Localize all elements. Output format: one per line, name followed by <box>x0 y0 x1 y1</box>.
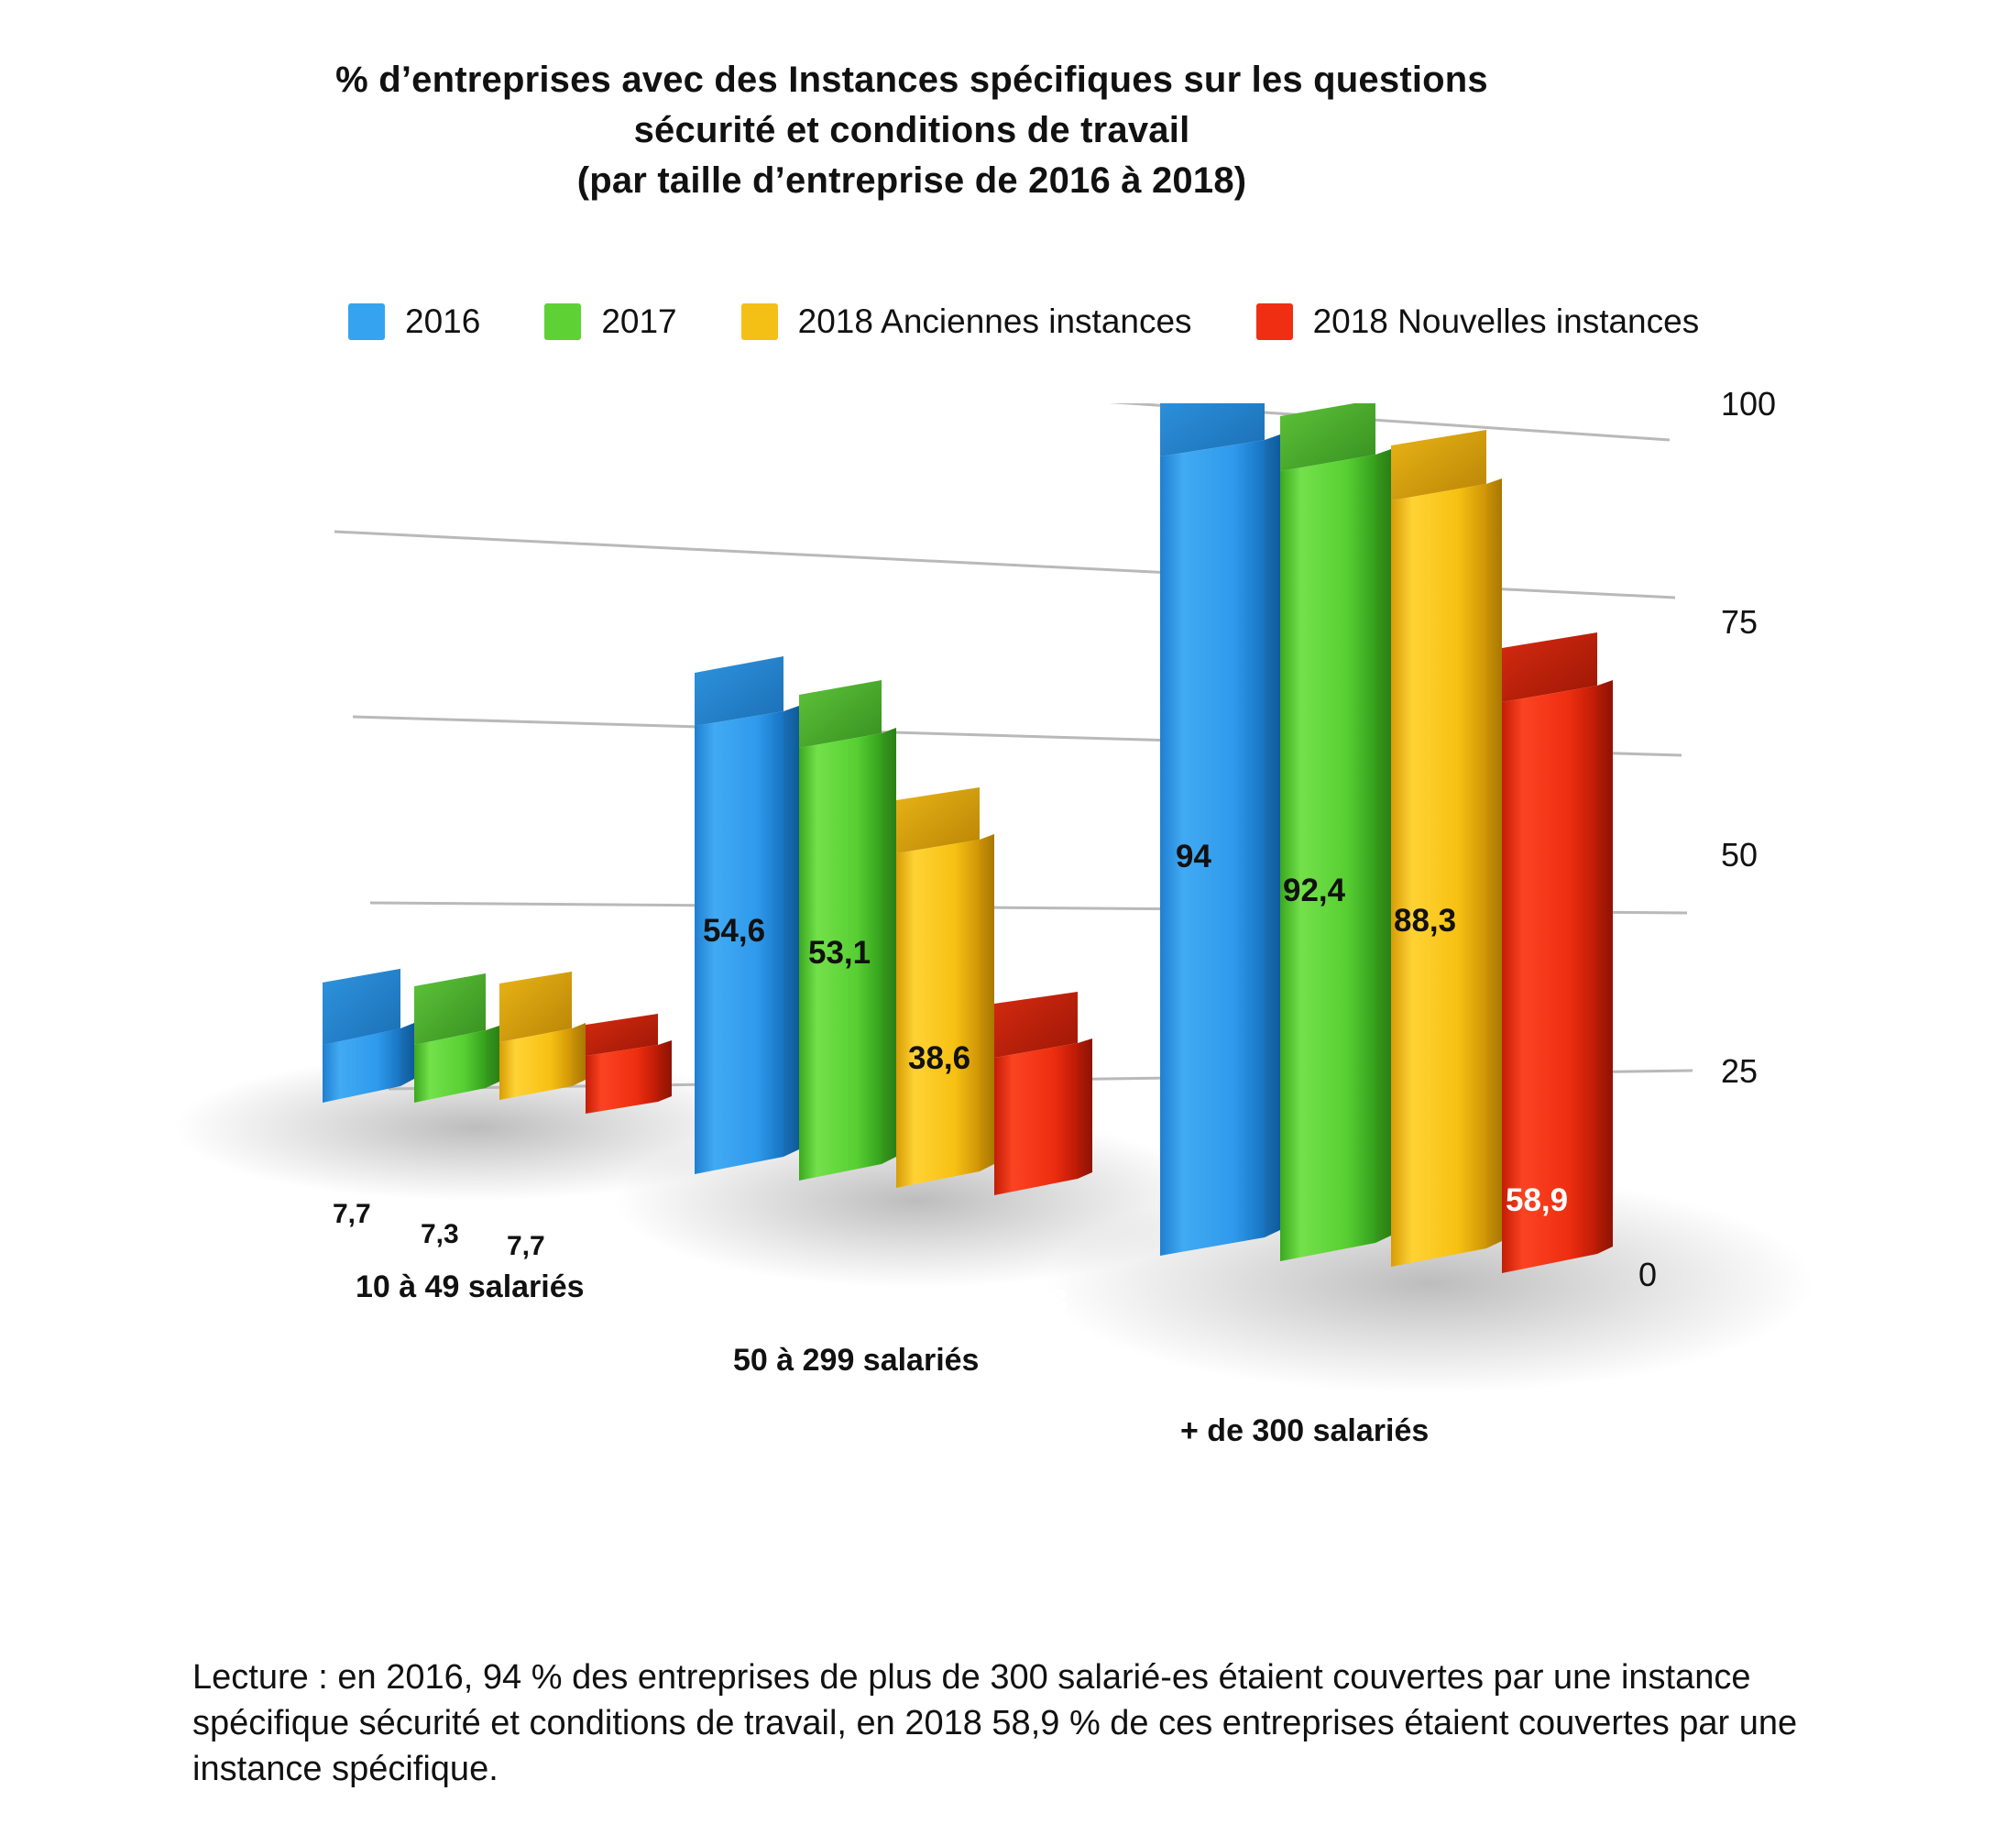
chart-legend <box>348 302 1699 341</box>
legend-label-2018-nouvelles: 2018 Nouvelles instances <box>1312 302 1700 340</box>
legend-swatch-2018-nouvelles <box>1256 303 1293 340</box>
axis-tick-25: 25 <box>1721 1052 1759 1090</box>
legend-swatch-2016 <box>348 303 385 340</box>
bar-value-2016-50-299: 54,6 <box>703 913 766 949</box>
legend-item-2018-anciennes <box>741 302 1192 341</box>
legend-label-2016: 2016 <box>405 302 481 340</box>
chart-title-line-2: sécurité et conditions de travail <box>633 110 1190 151</box>
chart-title-line-3: (par taille d’entreprise de 2016 à 2018) <box>576 160 1247 202</box>
bar-2017-300plus <box>1280 403 1391 1261</box>
bar-2018-nouv-50-299 <box>994 992 1092 1195</box>
category-label-10-49: 10 à 49 salariés <box>356 1269 585 1304</box>
bar-value-2018-nouv-10-49: 2,1 <box>594 1242 632 1272</box>
bar-2018-anc-50-299 <box>896 787 994 1188</box>
bar-value-2018-nouv-300plus: 58,9 <box>1506 1182 1569 1218</box>
bar-value-2016-300plus: 94 <box>1176 839 1211 874</box>
bar-value-2017-50-299: 53,1 <box>808 935 871 971</box>
bar-2018-nouv-10-49 <box>586 1014 672 1114</box>
axis-tick-0: 0 <box>1638 1256 1658 1293</box>
axis-tick-100: 100 <box>1721 385 1777 423</box>
bar-2018-nouv-300plus <box>1502 632 1613 1273</box>
legend-swatch-2018-anciennes <box>741 303 778 340</box>
bar-value-2016-10-49: 7,7 <box>333 1199 371 1229</box>
axis-tick-75: 75 <box>1721 603 1759 641</box>
bar-2016-10-49 <box>323 969 414 1103</box>
bar-2017-50-299 <box>799 680 896 1181</box>
legend-label-2018-anciennes: 2018 Anciennes instances <box>797 302 1192 340</box>
bar-2018-anc-10-49 <box>499 972 586 1100</box>
category-label-300plus: + de 300 salariés <box>1180 1413 1430 1448</box>
bar-value-2018-anc-50-299: 38,6 <box>908 1040 971 1076</box>
bar-value-2017-300plus: 92,4 <box>1283 873 1346 908</box>
legend-item-2018-nouvelles <box>1256 302 1700 341</box>
chart-footnote: Lecture : en 2016, 94 % des entreprises de plus de 300 salarié-es étaient couvertes par une instance spécifique sécurité et conditions de travail, en 2018 58,9 % de ces entreprises étaient couvertes par une instance spécifique. <box>192 1658 1798 1789</box>
category-label-50-299: 50 à 299 salariés <box>733 1343 980 1378</box>
chart-plot-area <box>0 385 2016 1448</box>
axis-tick-50: 50 <box>1721 836 1759 874</box>
legend-swatch-2017 <box>544 303 581 340</box>
legend-item-2017 <box>544 302 676 341</box>
chart-title-line-1: % d’entreprises avec des Instances spécifiques sur les questions <box>335 60 1488 100</box>
bar-2016-300plus <box>1160 403 1280 1256</box>
bar-value-2018-anc-10-49: 7,7 <box>507 1231 545 1261</box>
legend-item-2016 <box>348 302 480 341</box>
bar-2017-10-49 <box>414 973 499 1103</box>
bar-value-2018-anc-300plus: 88,3 <box>1394 903 1457 939</box>
bar-2018-anc-300plus <box>1391 430 1502 1267</box>
chart-title <box>0 55 1824 207</box>
legend-label-2017: 2017 <box>601 302 677 340</box>
bar-value-2018-nouv-50-299: 11,8 <box>1006 1283 1068 1319</box>
bar-value-2017-10-49: 7,3 <box>421 1219 459 1249</box>
